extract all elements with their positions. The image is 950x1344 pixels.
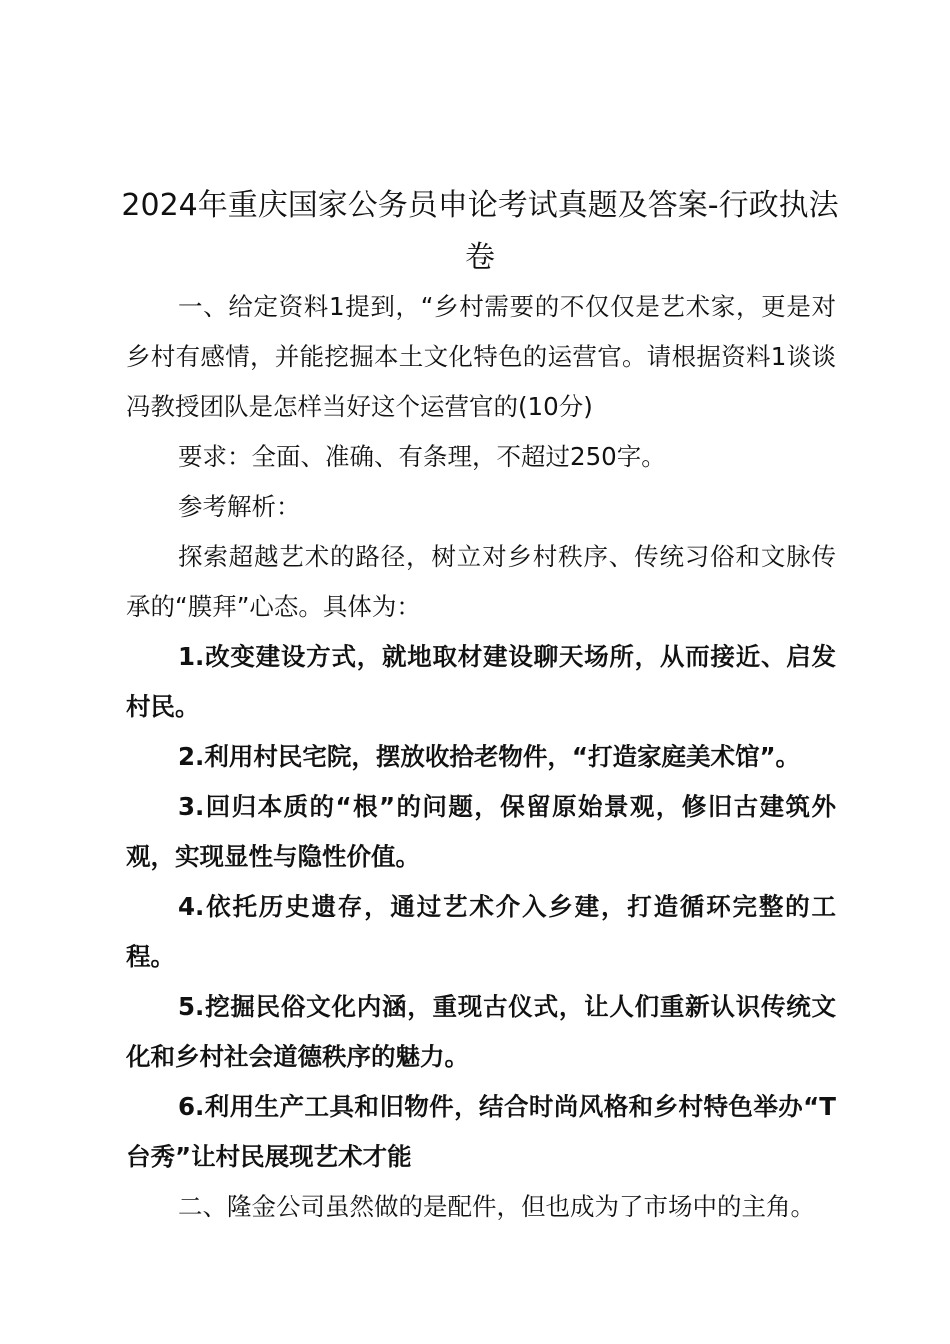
answer-point-4: 4.依托历史遗存，通过艺术介入乡建，打造循环完整的工程。 (126, 892, 836, 971)
answer-point-2: 2.利用村民宅院，摆放收拾老物件，“打造家庭美术馆”。 (178, 742, 801, 771)
document-body (126, 282, 836, 1232)
answer-point-3: 3.回归本质的“根”的问题，保留原始景观，修旧古建筑外观，实现显性与隐性价值。 (126, 792, 836, 871)
question-2-paragraph: 二、隆金公司虽然做的是配件，但也成为了市场中的主角。 (178, 1192, 815, 1221)
document-title: 2024年重庆国家公务员申论考试真题及答案-行政执法卷 (121, 188, 839, 275)
reference-analysis-heading: 参考解析： (178, 492, 301, 521)
answer-point-5: 5.挖掘民俗文化内涵，重现古仪式，让人们重新认识传统文化和乡村社会道德秩序的魅力。 (126, 992, 836, 1071)
answer-point-6: 6.利用生产工具和旧物件，结合时尚风格和乡村特色举办“T台秀”让村民展现艺术才能 (126, 1092, 836, 1171)
question-1-paragraph: 一、给定资料1提到，“乡村需要的不仅仅是艺术家，更是对乡村有感情，并能挖掘本土文化特色的运营官。请根据资料1谈谈冯教授团队是怎样当好这个运营官的(10分) (126, 292, 836, 421)
analysis-intro-paragraph: 探索超越艺术的路径，树立对乡村秩序、传统习俗和文脉传承的“膜拜”心态。具体为： (126, 542, 836, 621)
answer-point-1: 1.改变建设方式，就地取材建设聊天场所，从而接近、启发村民。 (126, 642, 836, 721)
requirement-paragraph: 要求：全面、准确、有条理，不超过250字。 (178, 442, 666, 471)
